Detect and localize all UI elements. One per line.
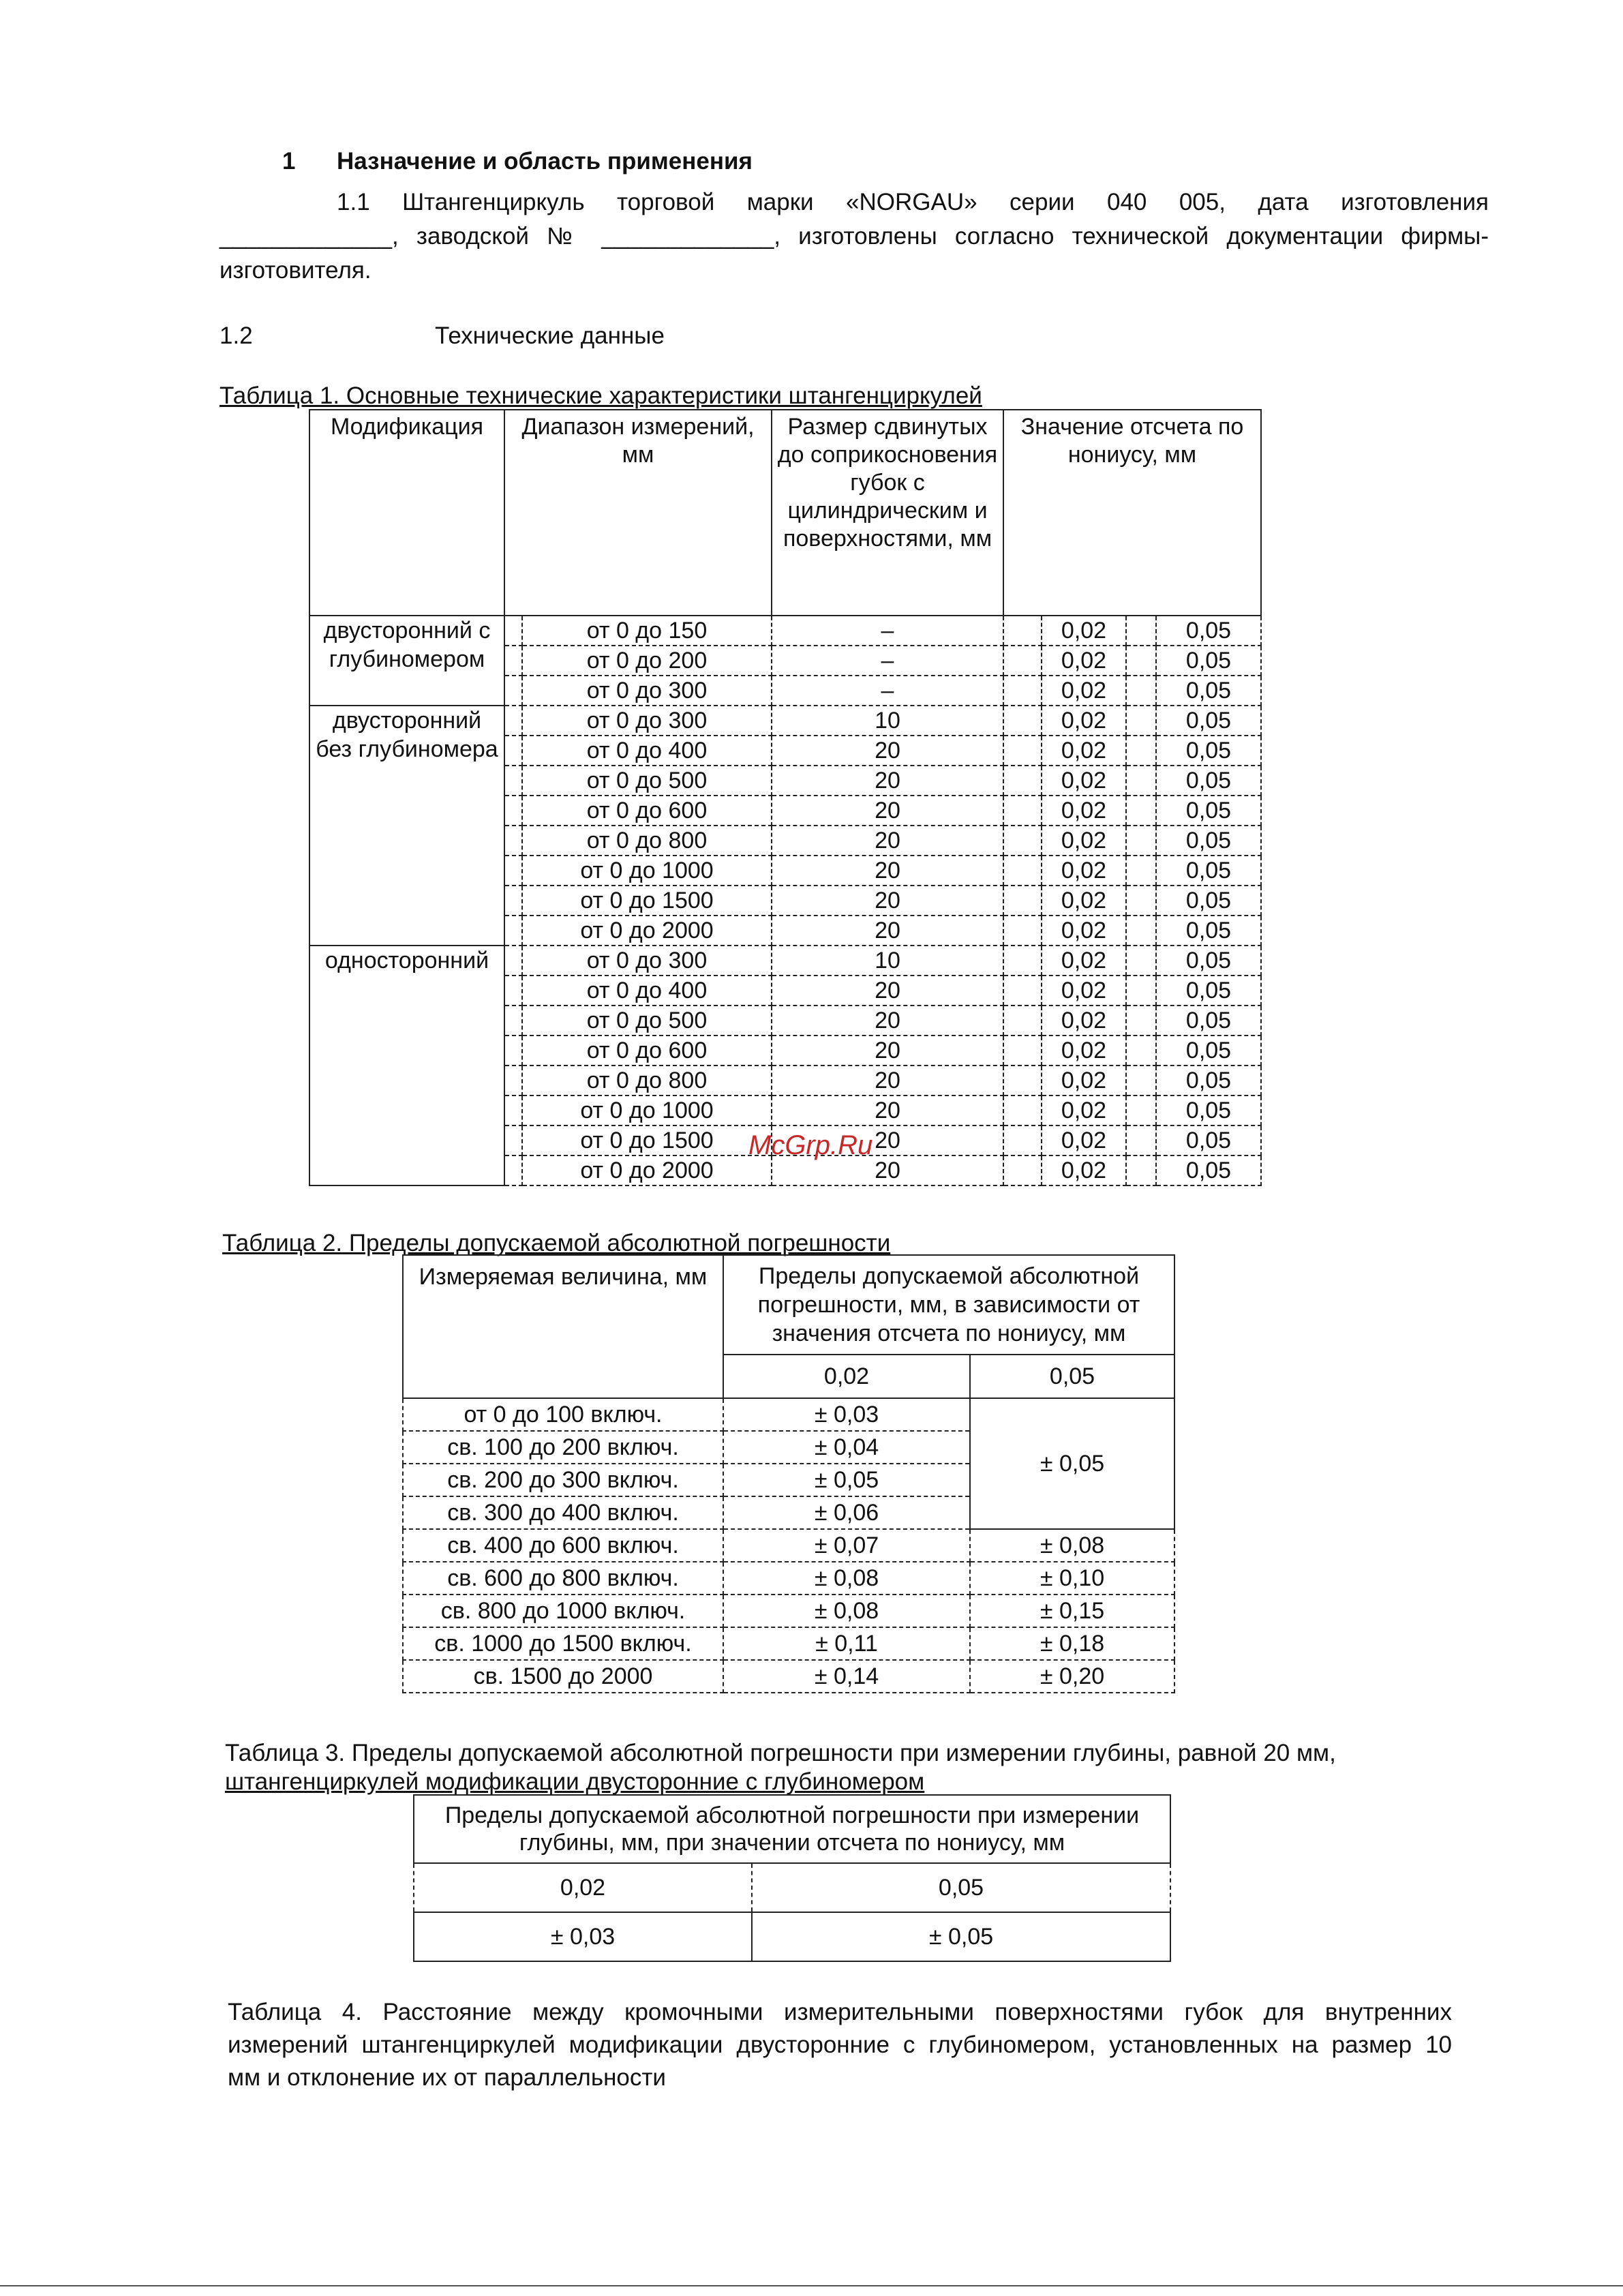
table2-merged-v2: ± 0,05 xyxy=(970,1398,1174,1529)
table2-v2: ± 0,08 xyxy=(970,1529,1174,1562)
table1-spacer-cell xyxy=(1126,706,1156,736)
table1-size: 20 xyxy=(772,886,1003,916)
table1-spacer-cell xyxy=(1126,736,1156,766)
table1-range: от 0 до 1500 xyxy=(522,886,772,916)
table1-vernier-005: 0,05 xyxy=(1156,676,1261,706)
table1-spacer-cell xyxy=(504,796,522,826)
table1-size: 20 xyxy=(772,1155,1003,1185)
table1-size: 20 xyxy=(772,916,1003,946)
table1-vernier-005: 0,05 xyxy=(1156,796,1261,826)
table1-range: от 0 до 2000 xyxy=(522,1155,772,1185)
table4-caption-line-2: измерений штангенциркулей модификации двусторонние с глубиномером, установленных на размер 10 xyxy=(228,2031,1452,2058)
table1-spacer-cell xyxy=(1126,766,1156,796)
table1-spacer-cell xyxy=(504,916,522,946)
table1-spacer-cell xyxy=(1126,1096,1156,1126)
table2-header-col2: 0,05 xyxy=(970,1355,1174,1398)
table4-caption-line-3: мм и отклонение их от параллельности xyxy=(228,2064,666,2091)
table1-spacer-cell xyxy=(1003,646,1042,676)
table2-v1: ± 0,08 xyxy=(723,1595,970,1627)
table1-vernier-002: 0,02 xyxy=(1042,946,1126,976)
table1-range: от 0 до 150 xyxy=(522,616,772,646)
table1-modification: двусторонний без глубиномера xyxy=(309,706,504,946)
table1-spacer-cell xyxy=(504,1096,522,1126)
table1-vernier-002: 0,02 xyxy=(1042,736,1126,766)
table1-range: от 0 до 500 xyxy=(522,1006,772,1036)
table2 xyxy=(402,1254,1175,1693)
table1-range: от 0 до 200 xyxy=(522,646,772,676)
table1-spacer-cell xyxy=(1126,1155,1156,1185)
table1-size: 20 xyxy=(772,796,1003,826)
table1-vernier-005: 0,05 xyxy=(1156,1006,1261,1036)
table1-vernier-005: 0,05 xyxy=(1156,1036,1261,1066)
table1-range: от 0 до 800 xyxy=(522,826,772,856)
table1-caption: Таблица 1. Основные технические характеристики штангенциркулей xyxy=(219,382,982,409)
table1-spacer-cell xyxy=(1003,1036,1042,1066)
table1-row xyxy=(309,946,1261,976)
table1-size: – xyxy=(772,616,1003,646)
table1-spacer-cell xyxy=(1003,826,1042,856)
section-number: 1 xyxy=(282,148,296,175)
table1-vernier-002: 0,02 xyxy=(1042,1126,1126,1155)
table1-vernier-002: 0,02 xyxy=(1042,856,1126,886)
table1-spacer-cell xyxy=(1126,1126,1156,1155)
table3 xyxy=(413,1794,1171,1962)
table1-range: от 0 до 400 xyxy=(522,976,772,1006)
table1-range: от 0 до 600 xyxy=(522,1036,772,1066)
table2-v1: ± 0,03 xyxy=(723,1398,970,1431)
table1-vernier-005: 0,05 xyxy=(1156,916,1261,946)
table2-v1: ± 0,06 xyxy=(723,1496,970,1529)
table1-vernier-005: 0,05 xyxy=(1156,946,1261,976)
table1-spacer-cell xyxy=(504,1155,522,1185)
table1-vernier-005: 0,05 xyxy=(1156,976,1261,1006)
table1-vernier-005: 0,05 xyxy=(1156,826,1261,856)
table1-vernier-002: 0,02 xyxy=(1042,1096,1126,1126)
table1-size: 20 xyxy=(772,856,1003,886)
section-1-2-number: 1.2 xyxy=(219,322,253,349)
table3-caption-line-2: штангенциркулей модификации двусторонние с глубиномером xyxy=(225,1768,925,1795)
table1-spacer-cell xyxy=(1126,1036,1156,1066)
table1-spacer-cell xyxy=(1126,1066,1156,1096)
table2-header-limits: Пределы допускаемой абсолютной погрешности, мм, в зависимости от значения отсчета по нониусу, мм xyxy=(723,1255,1174,1355)
table1-vernier-005: 0,05 xyxy=(1156,616,1261,646)
table1-size: 10 xyxy=(772,706,1003,736)
table1-spacer-cell xyxy=(1126,1006,1156,1036)
table1-row xyxy=(309,706,1261,736)
table1-spacer-cell xyxy=(1003,1126,1042,1155)
table1-spacer-cell xyxy=(504,616,522,646)
table1-spacer-cell xyxy=(1003,736,1042,766)
table1-vernier-002: 0,02 xyxy=(1042,706,1126,736)
table2-range: св. 800 до 1000 включ. xyxy=(403,1595,723,1627)
table2-v2: ± 0,10 xyxy=(970,1562,1174,1595)
table1-size: 20 xyxy=(772,826,1003,856)
table1-spacer-cell xyxy=(504,856,522,886)
table1-size: 20 xyxy=(772,1096,1003,1126)
table1 xyxy=(309,409,1262,1186)
table2-v2: ± 0,18 xyxy=(970,1627,1174,1660)
table1-spacer-cell xyxy=(1003,1006,1042,1036)
table1-vernier-002: 0,02 xyxy=(1042,826,1126,856)
table1-spacer-cell xyxy=(1126,886,1156,916)
table1-spacer-cell xyxy=(504,946,522,976)
table1-vernier-005: 0,05 xyxy=(1156,706,1261,736)
page-bottom-edge xyxy=(0,2285,1623,2286)
table1-range: от 0 до 400 xyxy=(522,736,772,766)
table1-range: от 0 до 600 xyxy=(522,796,772,826)
table1-spacer-cell xyxy=(504,1066,522,1096)
table1-spacer-cell xyxy=(504,886,522,916)
table1-size: 20 xyxy=(772,736,1003,766)
table2-range: св. 400 до 600 включ. xyxy=(403,1529,723,1562)
table1-modification: односторонний xyxy=(309,946,504,1185)
table1-range: от 0 до 500 xyxy=(522,766,772,796)
table1-header-vernier: Значение отсчета по нониусу, мм xyxy=(1003,410,1261,616)
table2-v1: ± 0,11 xyxy=(723,1627,970,1660)
table1-spacer-cell xyxy=(1126,856,1156,886)
table2-caption: Таблица 2. Пределы допускаемой абсолютной погрешности xyxy=(222,1230,891,1256)
table1-spacer-cell xyxy=(504,706,522,736)
table2-range: от 0 до 100 включ. xyxy=(403,1398,723,1431)
table1-header-range: Диапазон измерений, мм xyxy=(504,410,772,616)
table1-spacer-cell xyxy=(504,646,522,676)
table1-vernier-005: 0,05 xyxy=(1156,646,1261,676)
table1-spacer-cell xyxy=(1126,616,1156,646)
table1-size: 20 xyxy=(772,1126,1003,1155)
table1-size: 20 xyxy=(772,766,1003,796)
table1-vernier-002: 0,02 xyxy=(1042,976,1126,1006)
table1-vernier-005: 0,05 xyxy=(1156,856,1261,886)
table1-spacer-cell xyxy=(1003,976,1042,1006)
table1-vernier-005: 0,05 xyxy=(1156,886,1261,916)
table1-spacer-cell xyxy=(504,976,522,1006)
table1-spacer-cell xyxy=(1003,1096,1042,1126)
table1-spacer-cell xyxy=(1003,1155,1042,1185)
table1-spacer-cell xyxy=(1003,946,1042,976)
table2-range: св. 100 до 200 включ. xyxy=(403,1431,723,1464)
table1-spacer-cell xyxy=(1126,946,1156,976)
table1-spacer-cell xyxy=(1126,826,1156,856)
table1-vernier-005: 0,05 xyxy=(1156,1096,1261,1126)
table2-range: св. 300 до 400 включ. xyxy=(403,1496,723,1529)
table1-range: от 0 до 1500 xyxy=(522,1126,772,1155)
table2-v1: ± 0,14 xyxy=(723,1660,970,1693)
table1-header-modification: Модификация xyxy=(309,410,504,616)
table1-spacer-cell xyxy=(504,826,522,856)
table2-range: св. 1000 до 1500 включ. xyxy=(403,1627,723,1660)
table2-range: св. 1500 до 2000 xyxy=(403,1660,723,1693)
table1-range: от 0 до 1000 xyxy=(522,1096,772,1126)
table1-vernier-005: 0,05 xyxy=(1156,1126,1261,1155)
table1-spacer-cell xyxy=(1003,796,1042,826)
table1-range: от 0 до 300 xyxy=(522,706,772,736)
table1-vernier-005: 0,05 xyxy=(1156,1155,1261,1185)
table1-spacer-cell xyxy=(1003,1066,1042,1096)
table1-size: 20 xyxy=(772,1036,1003,1066)
table1-vernier-002: 0,02 xyxy=(1042,796,1126,826)
table2-range: св. 200 до 300 включ. xyxy=(403,1464,723,1496)
table3-caption-line-1: Таблица 3. Пределы допускаемой абсолютной погрешности при измерении глубины, равной 20 мм, xyxy=(225,1740,1336,1766)
table1-vernier-002: 0,02 xyxy=(1042,1036,1126,1066)
table1-size: 20 xyxy=(772,1066,1003,1096)
table3-col1: 0,02 xyxy=(414,1863,752,1912)
table2-v2: ± 0,15 xyxy=(970,1595,1174,1627)
table1-spacer-cell xyxy=(1003,886,1042,916)
table1-spacer-cell xyxy=(1126,916,1156,946)
table1-vernier-002: 0,02 xyxy=(1042,646,1126,676)
table1-vernier-002: 0,02 xyxy=(1042,616,1126,646)
table2-range: св. 600 до 800 включ. xyxy=(403,1562,723,1595)
table1-spacer-cell xyxy=(504,1006,522,1036)
paragraph-1-1-line-3: изготовителя. xyxy=(219,257,371,284)
section-1-2-title: Технические данные xyxy=(435,322,665,349)
table1-spacer-cell xyxy=(1126,796,1156,826)
table1-vernier-002: 0,02 xyxy=(1042,916,1126,946)
table1-size: 20 xyxy=(772,1006,1003,1036)
table2-header-col1: 0,02 xyxy=(723,1355,970,1398)
table3-val2: ± 0,05 xyxy=(752,1912,1170,1961)
watermark: McGrp.Ru xyxy=(748,1130,873,1160)
paragraph-1-1-line-2: _____________, заводской № _____________, изготовлены согласно технической документации фирмы- xyxy=(219,223,1489,250)
table1-range: от 0 до 1000 xyxy=(522,856,772,886)
table2-v2: ± 0,20 xyxy=(970,1660,1174,1693)
table1-row xyxy=(309,616,1261,646)
table1-vernier-002: 0,02 xyxy=(1042,1006,1126,1036)
table2-header-measured: Измеряемая величина, мм xyxy=(403,1255,723,1398)
table1-spacer-cell xyxy=(504,1126,522,1155)
table1-spacer-cell xyxy=(1126,676,1156,706)
table4-caption-line-1: Таблица 4. Расстояние между кромочными измерительными поверхностями губок для внутренних xyxy=(228,1999,1452,2025)
table2-v1: ± 0,04 xyxy=(723,1431,970,1464)
table2-v1: ± 0,07 xyxy=(723,1529,970,1562)
table1-spacer-cell xyxy=(504,736,522,766)
table1-range: от 0 до 2000 xyxy=(522,916,772,946)
table3-val1: ± 0,03 xyxy=(414,1912,752,1961)
table1-size: – xyxy=(772,676,1003,706)
table1-spacer-cell xyxy=(1126,646,1156,676)
table1-spacer-cell xyxy=(1003,616,1042,646)
table1-vernier-005: 0,05 xyxy=(1156,1066,1261,1096)
table1-vernier-002: 0,02 xyxy=(1042,766,1126,796)
paragraph-1-1-line-1: 1.1 Штангенциркуль торговой марки «NORGAU» серии 040 005, дата изготовления xyxy=(337,189,1489,215)
table1-modification: двусторонний с глубиномером xyxy=(309,616,504,706)
table1-range: от 0 до 800 xyxy=(522,1066,772,1096)
table1-vernier-002: 0,02 xyxy=(1042,886,1126,916)
table1-vernier-005: 0,05 xyxy=(1156,736,1261,766)
section-title: Назначение и область применения xyxy=(337,148,753,175)
table1-vernier-002: 0,02 xyxy=(1042,676,1126,706)
table1-size: 10 xyxy=(772,946,1003,976)
table1-spacer-cell xyxy=(1003,676,1042,706)
table1-spacer-cell xyxy=(504,766,522,796)
table1-spacer-cell xyxy=(1003,706,1042,736)
table1-spacer-cell xyxy=(1126,976,1156,1006)
table1-spacer-cell xyxy=(504,676,522,706)
table1-spacer-cell xyxy=(1003,766,1042,796)
table1-spacer-cell xyxy=(1003,856,1042,886)
table1-range: от 0 до 300 xyxy=(522,676,772,706)
table1-range: от 0 до 300 xyxy=(522,946,772,976)
table1-vernier-002: 0,02 xyxy=(1042,1155,1126,1185)
table1-spacer-cell xyxy=(504,1036,522,1066)
table1-size: 20 xyxy=(772,976,1003,1006)
table1-size: – xyxy=(772,646,1003,676)
table1-vernier-002: 0,02 xyxy=(1042,1066,1126,1096)
table3-header: Пределы допускаемой абсолютной погрешности при измерении глубины, мм, при значении отсчета по нониусу, мм xyxy=(414,1795,1170,1863)
table2-v1: ± 0,08 xyxy=(723,1562,970,1595)
table1-vernier-005: 0,05 xyxy=(1156,766,1261,796)
table1-spacer-cell xyxy=(1003,916,1042,946)
table3-col2: 0,05 xyxy=(752,1863,1170,1912)
table1-header-size: Размер сдвинутых до соприкосновения губок с цилиндрическим и поверхностями, мм xyxy=(772,410,1003,616)
table2-v1: ± 0,05 xyxy=(723,1464,970,1496)
